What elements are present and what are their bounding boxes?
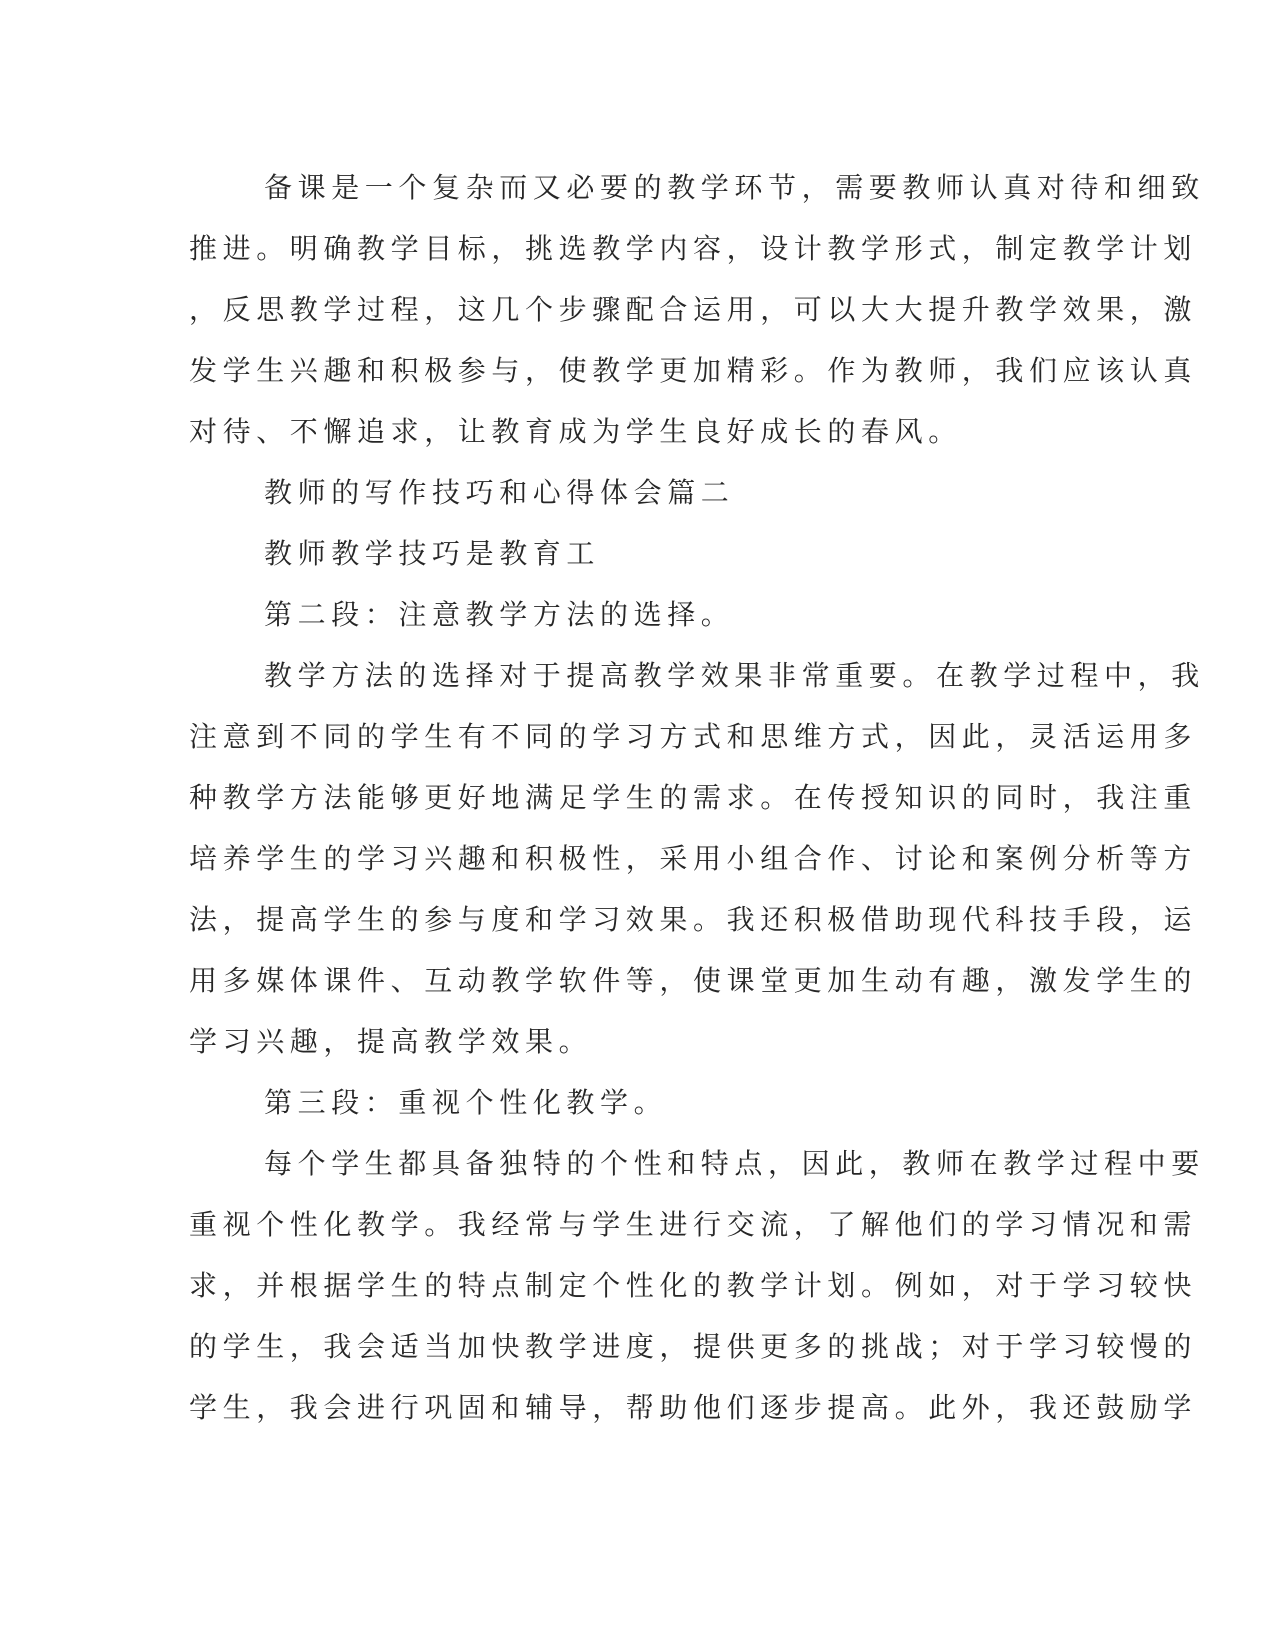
paragraph-3-line-4: 的学生，我会适当加快教学进度，提供更多的挑战；对于学习较慢的: [189, 1330, 1198, 1363]
paragraph-2-line-3: 种教学方法能够更好地满足学生的需求。在传授知识的同时，我注重: [189, 781, 1198, 814]
paragraph-2-line-1: 教学方法的选择对于提高教学效果非常重要。在教学过程中，我: [264, 659, 1205, 692]
paragraph-1-line-3: ，反思教学过程，这几个步骤配合运用，可以大大提升教学效果，激: [189, 293, 1198, 326]
section-three-heading: 第三段：重视个性化教学。: [264, 1086, 668, 1119]
paragraph-3-line-2: 重视个性化教学。我经常与学生进行交流，了解他们的学习情况和需: [189, 1208, 1198, 1241]
paragraph-2-line-5: 法，提高学生的参与度和学习效果。我还积极借助现代科技手段，运: [189, 903, 1198, 936]
section-heading: 教师的写作技巧和心得体会篇二: [264, 476, 735, 509]
intro-fragment: 教师教学技巧是教育工: [264, 537, 601, 570]
paragraph-3-line-5: 学生，我会进行巩固和辅导，帮助他们逐步提高。此外，我还鼓励学: [189, 1391, 1198, 1424]
section-two-heading: 第二段：注意教学方法的选择。: [264, 598, 735, 631]
paragraph-2-line-2: 注意到不同的学生有不同的学习方式和思维方式，因此，灵活运用多: [189, 720, 1198, 753]
paragraph-2-line-6: 用多媒体课件、互动教学软件等，使课堂更加生动有趣，激发学生的: [189, 964, 1198, 997]
paragraph-1-line-4: 发学生兴趣和积极参与，使教学更加精彩。作为教师，我们应该认真: [189, 354, 1198, 387]
paragraph-2-line-7: 学习兴趣，提高教学效果。: [189, 1025, 593, 1058]
paragraph-3-line-1: 每个学生都具备独特的个性和特点，因此，教师在教学过程中要: [264, 1147, 1205, 1180]
paragraph-1-line-5: 对待、不懈追求，让教育成为学生良好成长的春风。: [189, 415, 962, 448]
paragraph-1-line-1: 备课是一个复杂而又必要的教学环节，需要教师认真对待和细致: [264, 171, 1205, 204]
paragraph-1-line-2: 推进。明确教学目标，挑选教学内容，设计教学形式，制定教学计划: [189, 232, 1198, 265]
paragraph-2-line-4: 培养学生的学习兴趣和积极性，采用小组合作、讨论和案例分析等方: [189, 842, 1198, 875]
paragraph-3-line-3: 求，并根据学生的特点制定个性化的教学计划。例如，对于学习较快: [189, 1269, 1198, 1302]
